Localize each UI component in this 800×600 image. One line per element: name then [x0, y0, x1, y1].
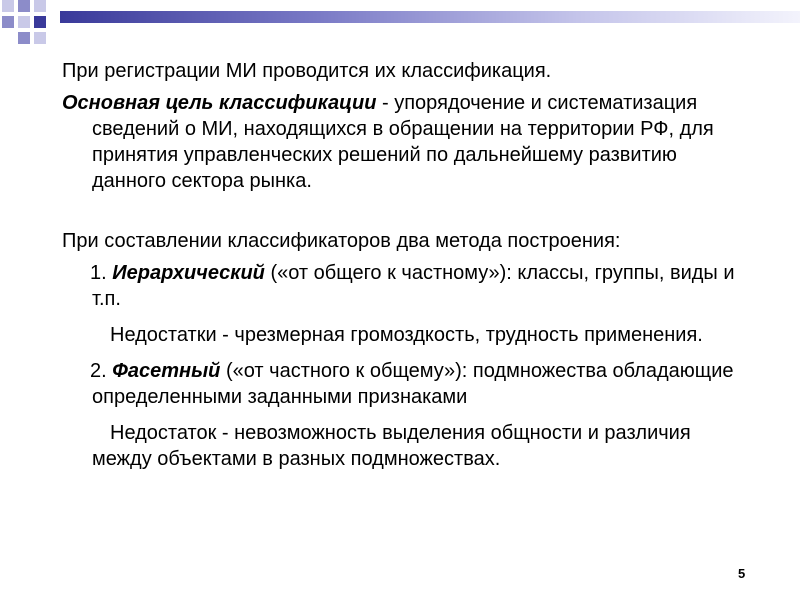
header-decoration	[0, 0, 800, 50]
page-number: 5	[738, 566, 746, 581]
methods-intro: При составлении классификаторов два метода построения:	[62, 230, 621, 252]
method-1-text: («от общего к частному»): классы, группы, виды и т.п.	[92, 262, 735, 310]
decor-square	[18, 16, 30, 28]
registration-line: При регистрации МИ проводится их классификация.	[62, 60, 552, 82]
method-1-drawback: Недостатки - чрезмерная громоздкость, трудность применения.	[110, 324, 703, 346]
decor-square	[34, 32, 46, 44]
header-gradient-bar	[60, 11, 800, 23]
goal-term: Основная цель классификации	[62, 92, 377, 114]
decor-square	[34, 0, 46, 12]
method-2	[62, 358, 742, 410]
method-1-number: 1.	[90, 262, 113, 284]
method-2-text: («от частного к общему»): подмножества обладающие определенными заданными признаками	[92, 360, 734, 408]
method-2-number: 2.	[90, 360, 113, 382]
method-2-name: Фасетный	[112, 360, 221, 382]
decor-square	[18, 32, 30, 44]
decor-square	[2, 16, 14, 28]
slide-body	[62, 58, 742, 472]
decor-square	[2, 0, 14, 12]
decor-square	[34, 16, 46, 28]
method-1	[62, 260, 742, 312]
goal-paragraph	[62, 90, 742, 194]
method-2-drawback: Недостаток - невозможность выделения общности и различия между объектами в разных подмножествах.	[92, 422, 691, 470]
method-1-name: Иерархический	[112, 262, 265, 284]
decor-square	[18, 0, 30, 12]
goal-text: - упорядочение и систематизация сведений о МИ, находящихся в обращении на территории РФ, для принятия управленческих решений по дальнейшему развитию данного сектора рынка.	[92, 92, 714, 192]
